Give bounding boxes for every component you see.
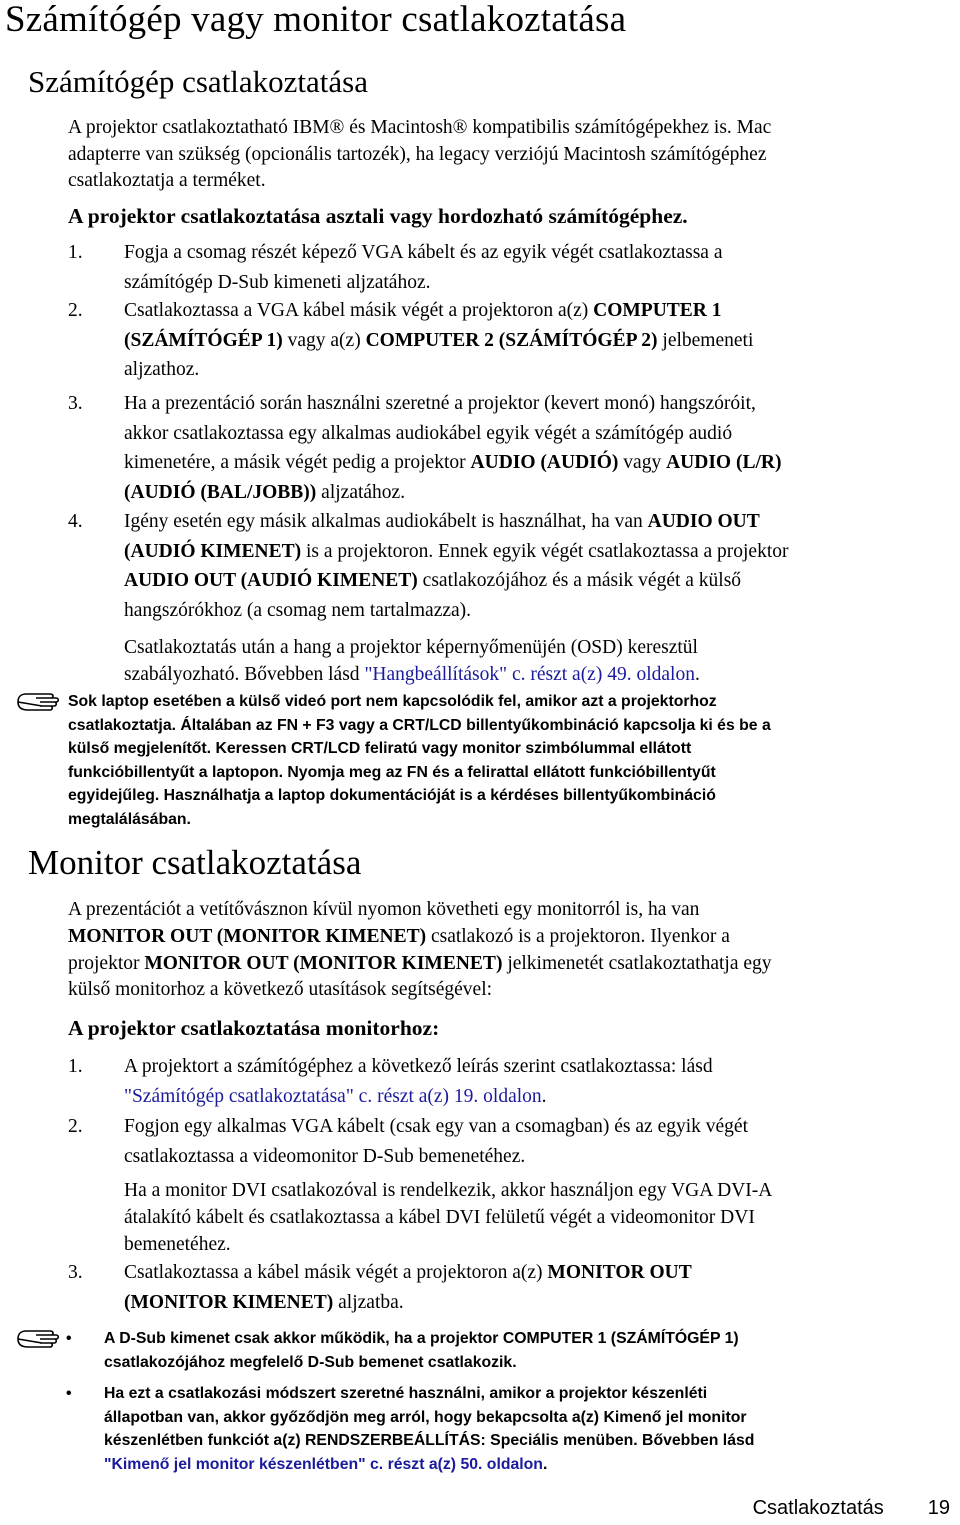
computer-intro (68, 115, 948, 195)
intro-line: A prezentációt a vetítővásznon kívül nyomon követheti egy monitorról is, ha van (68, 899, 700, 920)
bullet-item (66, 1327, 946, 1374)
para-line: Csatlakoztatás után a hang a projektor képernyőmenüjén (OSD) keresztül (124, 637, 698, 658)
section-title-monitor: Monitor csatlakoztatása (28, 843, 362, 882)
step-number: 2. (68, 1116, 83, 1137)
bullet-item (66, 1382, 946, 1476)
computer-connect-link[interactable]: "Számítógép csatlakoztatása" c. részt a(z) 19. oldalon (124, 1085, 542, 1107)
port-label: AUDIO OUT (AUDIÓ KIMENET) (124, 570, 418, 591)
bullet-line: csatlakozójához megfelelő D-Sub bemenet csatlakozik. (104, 1353, 517, 1371)
step-number: 4. (68, 511, 83, 532)
bullet-line: állapotban van, akkor győződjön meg arról, hogy bekapcsolta a(z) Kimenő jel monitor (104, 1408, 747, 1426)
step-number: 2. (68, 300, 83, 321)
step-item (68, 507, 948, 625)
port-label: MONITOR OUT (547, 1262, 692, 1283)
note-line: megtalálásában. (68, 810, 191, 828)
page-title: Számítógép vagy monitor csatlakoztatása (5, 0, 627, 40)
step-line: (AUDIÓ (BAL/JOBB)) aljzatához. (124, 481, 406, 503)
step-item (68, 1112, 948, 1171)
step-item (68, 1258, 948, 1317)
subheading-computer: A projektor csatlakoztatása asztali vagy hordozható számítógéphez. (68, 204, 688, 228)
port-label: AUDIO OUT (647, 511, 760, 532)
note-line: funkcióbillentyűt a laptopon. Nyomja meg az FN és a felirattal ellátott funkcióbillentyűt (68, 763, 716, 781)
monitor-standby-link[interactable]: "Kimenő jel monitor készenlétben" c. részt a(z) 50. oldalon (104, 1455, 543, 1473)
bullet-line: "Kimenő jel monitor készenlétben" c. részt a(z) 50. oldalon. (104, 1455, 548, 1473)
step-line: csatlakoztassa a videomonitor D-Sub bemenetéhez. (124, 1145, 526, 1167)
para-line: átalakító kábelt és csatlakoztassa a kábel DVI felületű végét a videomonitor DVI (124, 1207, 755, 1228)
port-label: COMPUTER 1 (593, 300, 722, 321)
section-title-computer: Számítógép csatlakoztatása (28, 64, 369, 99)
para-line: Ha a monitor DVI csatlakozóval is rendelkezik, akkor használjon egy VGA DVI-A (124, 1180, 773, 1201)
step-item (68, 296, 948, 385)
bullet-symbol: • (66, 1385, 72, 1402)
monitor-intro (68, 897, 948, 1004)
bullet-line: A D-Sub kimenet csak akkor működik, ha a projektor COMPUTER 1 (SZÁMÍTÓGÉP 1) (104, 1330, 739, 1347)
step-item (68, 1052, 948, 1111)
port-label: MONITOR OUT (MONITOR KIMENET) (68, 925, 427, 947)
port-label: (AUDIÓ KIMENET) (124, 540, 302, 562)
step-item (68, 389, 948, 507)
step-number: 1. (68, 1056, 83, 1077)
note-hand-icon (16, 1327, 62, 1351)
note-line: csatlakoztatja. Általában az FN + F3 vagy a CRT/LCD billentyűkombináció kapcsolja ki és be a (68, 716, 771, 734)
intro-line: projektor MONITOR OUT (MONITOR KIMENET) jelkimenetét csatlakoztathatja egy (68, 952, 772, 974)
port-label: AUDIO (AUDIÓ) (470, 452, 619, 473)
laptop-note (68, 690, 952, 831)
port-label: MONITOR OUT (MONITOR KIMENET) (144, 952, 503, 974)
step-line: Csatlakoztassa a VGA kábel másik végét a projektoron a(z) COMPUTER 1 (124, 300, 722, 321)
para-line: bemenetéhez. (124, 1234, 231, 1255)
step-item (68, 238, 948, 297)
step-line: Fogjon egy alkalmas VGA kábelt (csak egy van a csomagban) és az egyik végét (124, 1116, 748, 1137)
step-line: számítógép D-Sub kimeneti aljzatához. (124, 271, 431, 293)
subheading-monitor: A projektor csatlakoztatása monitorhoz: (68, 1016, 440, 1040)
bullet-line: készenlétben funkciót a(z) RENDSZERBEÁLLÍTÁS: Speciális menüben. Bővebben lásd (104, 1432, 755, 1449)
after-step-paragraph (124, 634, 944, 688)
page-number: 19 (927, 1497, 950, 1519)
dvi-paragraph (124, 1177, 944, 1258)
port-label: (MONITOR KIMENET) (124, 1291, 334, 1313)
port-label: COMPUTER 2 (SZÁMÍTÓGÉP 2) (365, 329, 658, 351)
port-label: (AUDIÓ (BAL/JOBB)) (124, 481, 317, 503)
step-line: akkor csatlakoztassa egy alkalmas audiokábel egyik végét a számítógép audió (124, 422, 733, 444)
step-line: Csatlakoztassa a kábel másik végét a projektoron a(z) MONITOR OUT (124, 1262, 692, 1283)
intro-line: külső monitorhoz a következő utasítások segítségével: (68, 979, 493, 1001)
intro-line: adapterre van szükség (opcionális tartozék), ha legacy verziójú Macintosh számítógéphez (68, 143, 767, 165)
step-number: 1. (68, 242, 83, 263)
intro-line: A projektor csatlakoztatható IBM® és Macintosh® kompatibilis számítógépekhez is. Mac (68, 117, 772, 138)
step-line: (AUDIÓ KIMENET) is a projektoron. Ennek egyik végét csatlakoztassa a projektor (124, 540, 789, 562)
intro-line: csatlakoztatja a terméket. (68, 170, 266, 191)
port-label: (SZÁMÍTÓGÉP 1) (124, 329, 283, 351)
bullet-line: Ha ezt a csatlakozási módszert szeretné használni, amikor a projektor készenléti (104, 1385, 708, 1402)
intro-line: MONITOR OUT (MONITOR KIMENET) csatlakozó is a projektoron. Ilyenkor a (68, 925, 730, 947)
step-line: Ha a prezentáció során használni szeretné a projektor (kevert monó) hangszóróit, (124, 393, 756, 414)
step-line: AUDIO OUT (AUDIÓ KIMENET) csatlakozójához és a másik végét a külső (124, 570, 742, 591)
step-line: A projektort a számítógéphez a következő leírás szerint csatlakoztassa: lásd (124, 1056, 713, 1077)
page-footer (753, 1497, 950, 1520)
bullet-symbol: • (66, 1330, 72, 1347)
step-line: (MONITOR KIMENET) aljzatba. (124, 1291, 404, 1313)
step-line: kimenetére, a másik végét pedig a projektor AUDIO (AUDIÓ) vagy AUDIO (L/R) (124, 452, 782, 473)
step-line: Igény esetén egy másik alkalmas audiokábelt is használhat, ha van AUDIO OUT (124, 511, 760, 532)
step-number: 3. (68, 1262, 83, 1283)
step-line: (SZÁMÍTÓGÉP 1) vagy a(z) COMPUTER 2 (SZÁMÍTÓGÉP 2) jelbemeneti (124, 329, 754, 351)
step-number: 3. (68, 393, 83, 414)
footer-section: Csatlakoztatás (752, 1497, 884, 1519)
osd-audio-link[interactable]: "Hangbeállítások" c. részt a(z) 49. oldalon (364, 664, 695, 685)
note-line: Sok laptop esetében a külső videó port nem kapcsolódik fel, amikor azt a projektorhoz (68, 693, 717, 710)
note-hand-icon (16, 690, 62, 714)
step-line: "Számítógép csatlakoztatása" c. részt a(z) 19. oldalon. (124, 1085, 547, 1107)
step-line: hangszórókhoz (a csomag nem tartalmazza). (124, 599, 472, 621)
port-label: AUDIO (L/R) (666, 452, 782, 473)
para-line: szabályozható. Bővebben lásd "Hangbeállítások" c. részt a(z) 49. oldalon. (124, 664, 700, 685)
step-line: aljzathoz. (124, 359, 200, 380)
step-line: Fogja a csomag részét képező VGA kábelt és az egyik végét csatlakoztassa a (124, 242, 723, 263)
note-line: külső megjelenítőt. Keressen CRT/LCD feliratú vagy monitor szimbólummal ellátott (68, 740, 692, 757)
note-line: egyidejűleg. Használhatja a laptop dokumentációját is a kérdéses billentyűkombináció (68, 787, 716, 804)
